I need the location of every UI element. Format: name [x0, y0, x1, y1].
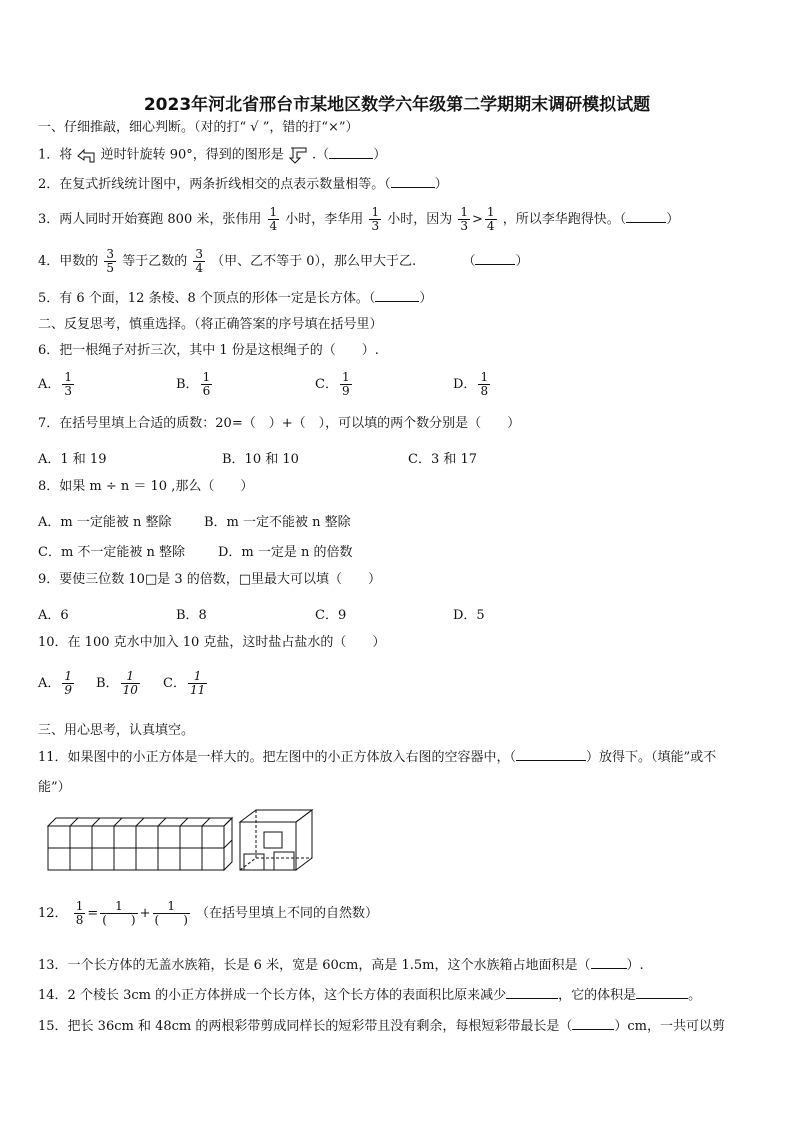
answer-blank[interactable]: [572, 1029, 614, 1030]
arrow-shape-icon: [76, 146, 96, 164]
option-b[interactable]: B．10 和 10: [222, 452, 299, 467]
fraction: $\frac{1}{4}$: [269, 205, 278, 233]
question-11: 11．如果图中的小正方体是一样大的。把左图中的小正方体放入右图的空容器中，（ ）放得下。（填能”或不: [38, 750, 717, 765]
question-2: 2．在复式折线统计图中，两条折线相交的点表示数量相等。（ ）: [38, 177, 448, 192]
option-c[interactable]: C．m 不一定能被 n 整除: [38, 545, 186, 560]
fraction-with-blank[interactable]: $\frac{1}{( )}$: [154, 899, 188, 927]
option-a[interactable]: A．m 一定能被 n 整除: [38, 515, 172, 530]
container-figure: [240, 810, 312, 870]
option-c[interactable]: C． $\frac{1}{11}$: [163, 669, 206, 697]
option-b[interactable]: B． $\frac{1}{10}$: [96, 669, 138, 697]
answer-blank[interactable]: [591, 968, 627, 969]
answer-blank[interactable]: [506, 998, 558, 999]
option-c[interactable]: C．3 和 17: [408, 452, 478, 467]
fraction: $\frac{1}{3}$: [371, 205, 380, 233]
option-d[interactable]: D． $\frac{1}{8}$: [453, 370, 489, 398]
option-a[interactable]: A．6: [38, 608, 69, 623]
cube-figures: [44, 806, 324, 876]
answer-blank[interactable]: [475, 264, 515, 265]
fraction: $\frac{1}{4}$: [486, 205, 495, 233]
question-4: 4．甲数的 $\frac{3}{5}$ 等于乙数的 $\frac{3}{4}$ （甲、乙不等于 0），那么甲大于乙. （ ）: [38, 247, 529, 275]
option-a[interactable]: A．1 和 19: [38, 452, 107, 467]
question-1: 1．将 逆时针旋转 90°，得到的图形是 .（ ）: [38, 147, 387, 163]
option-d[interactable]: D．m 一定是 n 的倍数: [218, 545, 353, 560]
answer-blank[interactable]: [516, 760, 586, 761]
question-5: 5．有 6 个面，12 条棱、8 个顶点的形体一定是长方体。（ ）: [38, 291, 433, 306]
fraction: $\frac{1}{8}$: [75, 899, 84, 927]
section-2-heading: 二、反复思考，慎重选择。（将正确答案的序号填在括号里）: [38, 317, 383, 332]
fraction-with-blank[interactable]: $\frac{1}{( )}$: [102, 899, 136, 927]
option-c[interactable]: C． $\frac{1}{9}$: [315, 370, 350, 398]
question-6: 6．把一根绳子对折三次，其中 1 份是这根绳子的（ ）.: [38, 343, 379, 358]
answer-blank[interactable]: [626, 222, 666, 223]
question-3: 3．两人同时开始赛跑 800 米，张伟用 $\frac{1}{4}$ 小时，李华用 $\frac{1}{3}$ 小时，因为 $\frac{1}{3}$ > $\frac{1}{4}$ ，所以李华跑得快。（ ）: [38, 205, 680, 233]
question-15: 15．把长 36cm 和 48cm 的两根彩带剪成同样长的短彩带且没有剩余，每根短彩带最长是（ ）cm，一共可以剪: [38, 1019, 725, 1034]
fraction: $\frac{1}{3}$: [460, 205, 469, 233]
question-14: 14．2 个棱长 3cm 的小正方体拼成一个长方体，这个长方体的表面积比原来减少 ，它的体积是 。: [38, 988, 702, 1003]
rotated-arrow-shape-icon: [288, 146, 308, 164]
question-9: 9．要使三位数 10□是 3 的倍数，□里最大可以填（ ）: [38, 572, 382, 587]
option-a[interactable]: A． $\frac{1}{3}$: [38, 370, 73, 398]
option-b[interactable]: B．8: [176, 608, 207, 623]
fraction: $\frac{3}{4}$: [195, 247, 203, 275]
option-d[interactable]: D．5: [453, 608, 485, 623]
answer-blank[interactable]: [375, 301, 419, 302]
page-title: 2023年河北省邢台市某地区数学六年级第二学期期末调研模拟试题: [143, 95, 651, 115]
option-b[interactable]: B． $\frac{1}{6}$: [176, 370, 211, 398]
answer-blank[interactable]: [636, 998, 688, 999]
question-7: 7．在括号里填上合适的质数：20=（ ）+（ ），可以填的两个数分别是（ ）: [38, 416, 521, 431]
answer-blank[interactable]: [329, 158, 373, 159]
section-3-heading: 三、用心思考，认真填空。: [38, 723, 195, 738]
section-1-heading: 一、仔细推敲，细心判断。（对的打“ √ ”，错的打“×”）: [38, 120, 359, 135]
small-cubes-figure: [48, 818, 232, 870]
option-a[interactable]: A． $\frac{1}{9}$: [38, 669, 73, 697]
question-10: 10．在 100 克水中加入 10 克盐，这时盐占盐水的（ ）: [38, 635, 386, 650]
question-11-continued: 能”）: [38, 780, 71, 795]
question-13: 13．一个长方体的无盖水族箱，长是 6 米，宽是 60cm，高是 1.5m，这个水族箱占地面积是（ ）.: [38, 958, 644, 973]
fraction: $\frac{3}{5}$: [106, 247, 115, 275]
option-c[interactable]: C．9: [315, 608, 347, 623]
question-12: 12． $\frac{1}{8}$ = $\frac{1}{( )}$ + $\frac{1}{( )}$ （在括号里填上不同的自然数）: [38, 899, 379, 927]
answer-blank[interactable]: [391, 187, 435, 188]
question-8: 8．如果 m ÷ n ＝ 10 ,那么（ ）: [38, 479, 254, 494]
option-b[interactable]: B．m 一定不能被 n 整除: [204, 515, 351, 530]
